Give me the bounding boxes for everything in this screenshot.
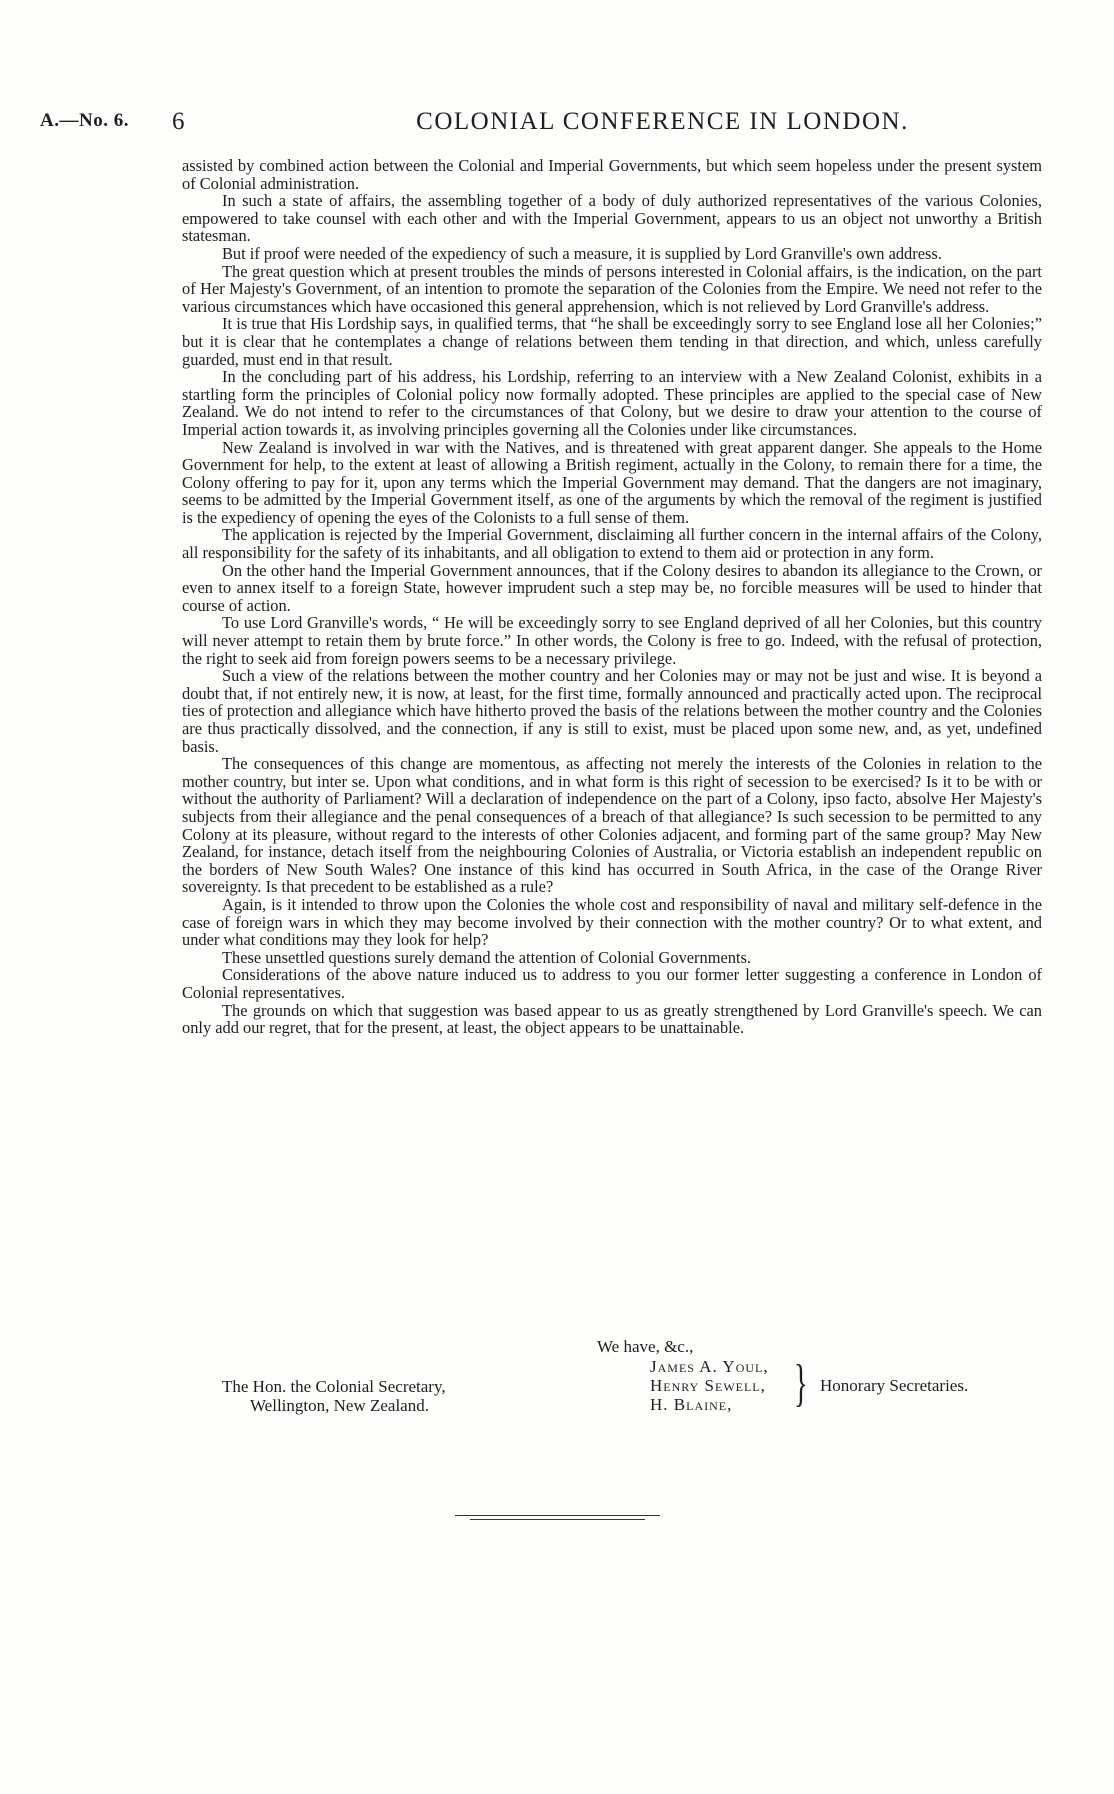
addressee-line: Wellington, New Zealand. (250, 1396, 429, 1415)
letter-body (182, 157, 1042, 1037)
document-reference: A.—No. 6. (40, 110, 129, 131)
paragraph: New Zealand is involved in war with the Natives, and is threatened with great apparent danger. She appeals to the Home Government for help, to the extent at least of allowing a British regiment, actually in the Colony, to remain there for a time, the Colony offering to pay for it, upon any terms which the Imperial Government may demand. That the dangers are not imaginary, seems to be admitted by the Imperial Government itself, as one of the arguments by which the removal of the regiment is justified is the expediency of opening the eyes of the Colonists to a full sense of them. (182, 437, 1042, 527)
paragraph: Such a view of the relations between the mother country and her Colonies may or may not be just and wise. It is beyond a doubt that, if not entirely new, it is now, at least, for the first time, formally announced and practically acted upon. The reciprocal ties of protection and allegiance which have hitherto proved the basis of the relations between the mother country and the Colonies are thus practically dissolved, and the connection, if any is still to exist, must be placed upon some new, and, as yet, undefined basis. (182, 666, 1042, 756)
paragraph: The grounds on which that suggestion was based appear to us as greatly strengthened by Lord Granville's speech. We can only add our regret, that for the present, at least, the object appears to be unattainable. (182, 1000, 1042, 1038)
signature-block (182, 1337, 1042, 1457)
paragraph: These unsettled questions surely demand the attention of Colonial Governments. (222, 947, 751, 967)
paragraph: But if proof were needed of the expediency of such a measure, it is supplied by Lord Granville's own address. (222, 243, 942, 263)
addressee (222, 1377, 446, 1415)
section-divider (455, 1515, 660, 1516)
paragraph: Again, is it intended to throw upon the Colonies the whole cost and responsibility of naval and military self-defence in the case of foreign wars in which they may become involved by their connection with the mother country? Or to what extent, and under what conditions may they look for help? (182, 894, 1042, 950)
signatory-name: Henry Sewell, (650, 1376, 766, 1395)
paragraph: It is true that His Lordship says, in qualified terms, that “he shall be exceedingly sorry to see England lose all her Colonies;” but it is clear that he contemplates a change of relations between them tending in that direction, and which, unless carefully guarded, must end in that result. (182, 314, 1042, 369)
section-divider (470, 1519, 645, 1520)
addressee-line: The Hon. the Colonial Secretary, (222, 1377, 446, 1396)
paragraph: In such a state of affairs, the assembling together of a body of duly authorized representatives of the various Colonies, empowered to take counsel with each other and with the Imperial Government, appears to us an object not unworthy a British statesman. (182, 191, 1042, 246)
closing-line: We have, &c., (597, 1337, 694, 1356)
paragraph: The consequences of this change are momentous, as affecting not merely the interests of the Colonies in relation to the mother country, but inter se. Upon what conditions, and in what form is this right of secession to be exercised? Is it to be with or without the authority of Parliament? Will a declaration of independence on the part of a Colony, ipso facto, absolve Her Majesty's subjects from their allegiance and the penal consequences of a breach of that allegiance? Is such secession to be permitted to any Colony at its pleasure, without regard to the interests of other Colonies adjacent, and forming part of the same group? May New Zealand, for instance, detach itself from the neighbouring Colonies of Australia, or Victoria establish an independent republic on the borders of New South Wales? One instance of this kind has occurred in South Africa, in the case of the Orange River sovereignty. Is that precedent to be established as a rule? (182, 754, 1042, 897)
paragraph: The application is rejected by the Imperial Government, disclaiming all further concern in the internal affairs of the Colony, all responsibility for the safety of its inhabitants, and all obligation to extend to them aid or protection in any form. (182, 525, 1042, 563)
paragraph: The great question which at present troubles the minds of persons interested in Colonial affairs, is the indication, on the part of Her Majesty's Government, of an intention to promote the separation of the Colonies from the Empire. We need not refer to the various circumstances which have occasioned this general apprehension, which is not relieved by Lord Granville's address. (182, 261, 1042, 316)
signatory-names (650, 1357, 769, 1414)
page-number: 6 (172, 108, 185, 135)
signatory-name: James A. Youl, (650, 1357, 769, 1376)
paragraph: assisted by combined action between the Colonial and Imperial Governments, but which seem hopeless under the present system of Colonial administration. (182, 156, 1042, 193)
signatory-role: Honorary Secretaries. (820, 1376, 969, 1395)
page-header (40, 108, 1090, 138)
paragraph: On the other hand the Imperial Government announces, that if the Colony desires to abandon its allegiance to the Crown, or even to annex itself to a foreign State, however imprudent such a step may be, no forcible measures will be used to hinder that course of action. (182, 560, 1042, 615)
paragraph: In the concluding part of his address, his Lordship, referring to an interview with a New Zealand Colonist, exhibits in a startling form the principles of Colonial policy now formally adopted. These principles are applied to the special case of New Zealand. We do not intend to refer to the circumstances of that Colony, but we desire to draw your attention to the course of Imperial action towards it, as involving principles governing all the Colonies under like circumstances. (182, 367, 1042, 439)
signatory-name: H. Blaine, (650, 1395, 733, 1414)
paragraph: To use Lord Granville's words, “ He will be exceedingly sorry to see England deprived of all her Colonies, but this country will never attempt to retain them by brute force.” In other words, the Colony is free to go. Indeed, with the refusal of protection, the right to seek aid from foreign powers seems to be a necessary privilege. (182, 613, 1042, 668)
running-title: COLONIAL CONFERENCE IN LONDON. (416, 108, 909, 135)
brace-glyph: } (794, 1355, 808, 1412)
paragraph: Considerations of the above nature induced us to address to you our former letter suggesting a conference in London of Colonial representatives. (182, 965, 1042, 1002)
